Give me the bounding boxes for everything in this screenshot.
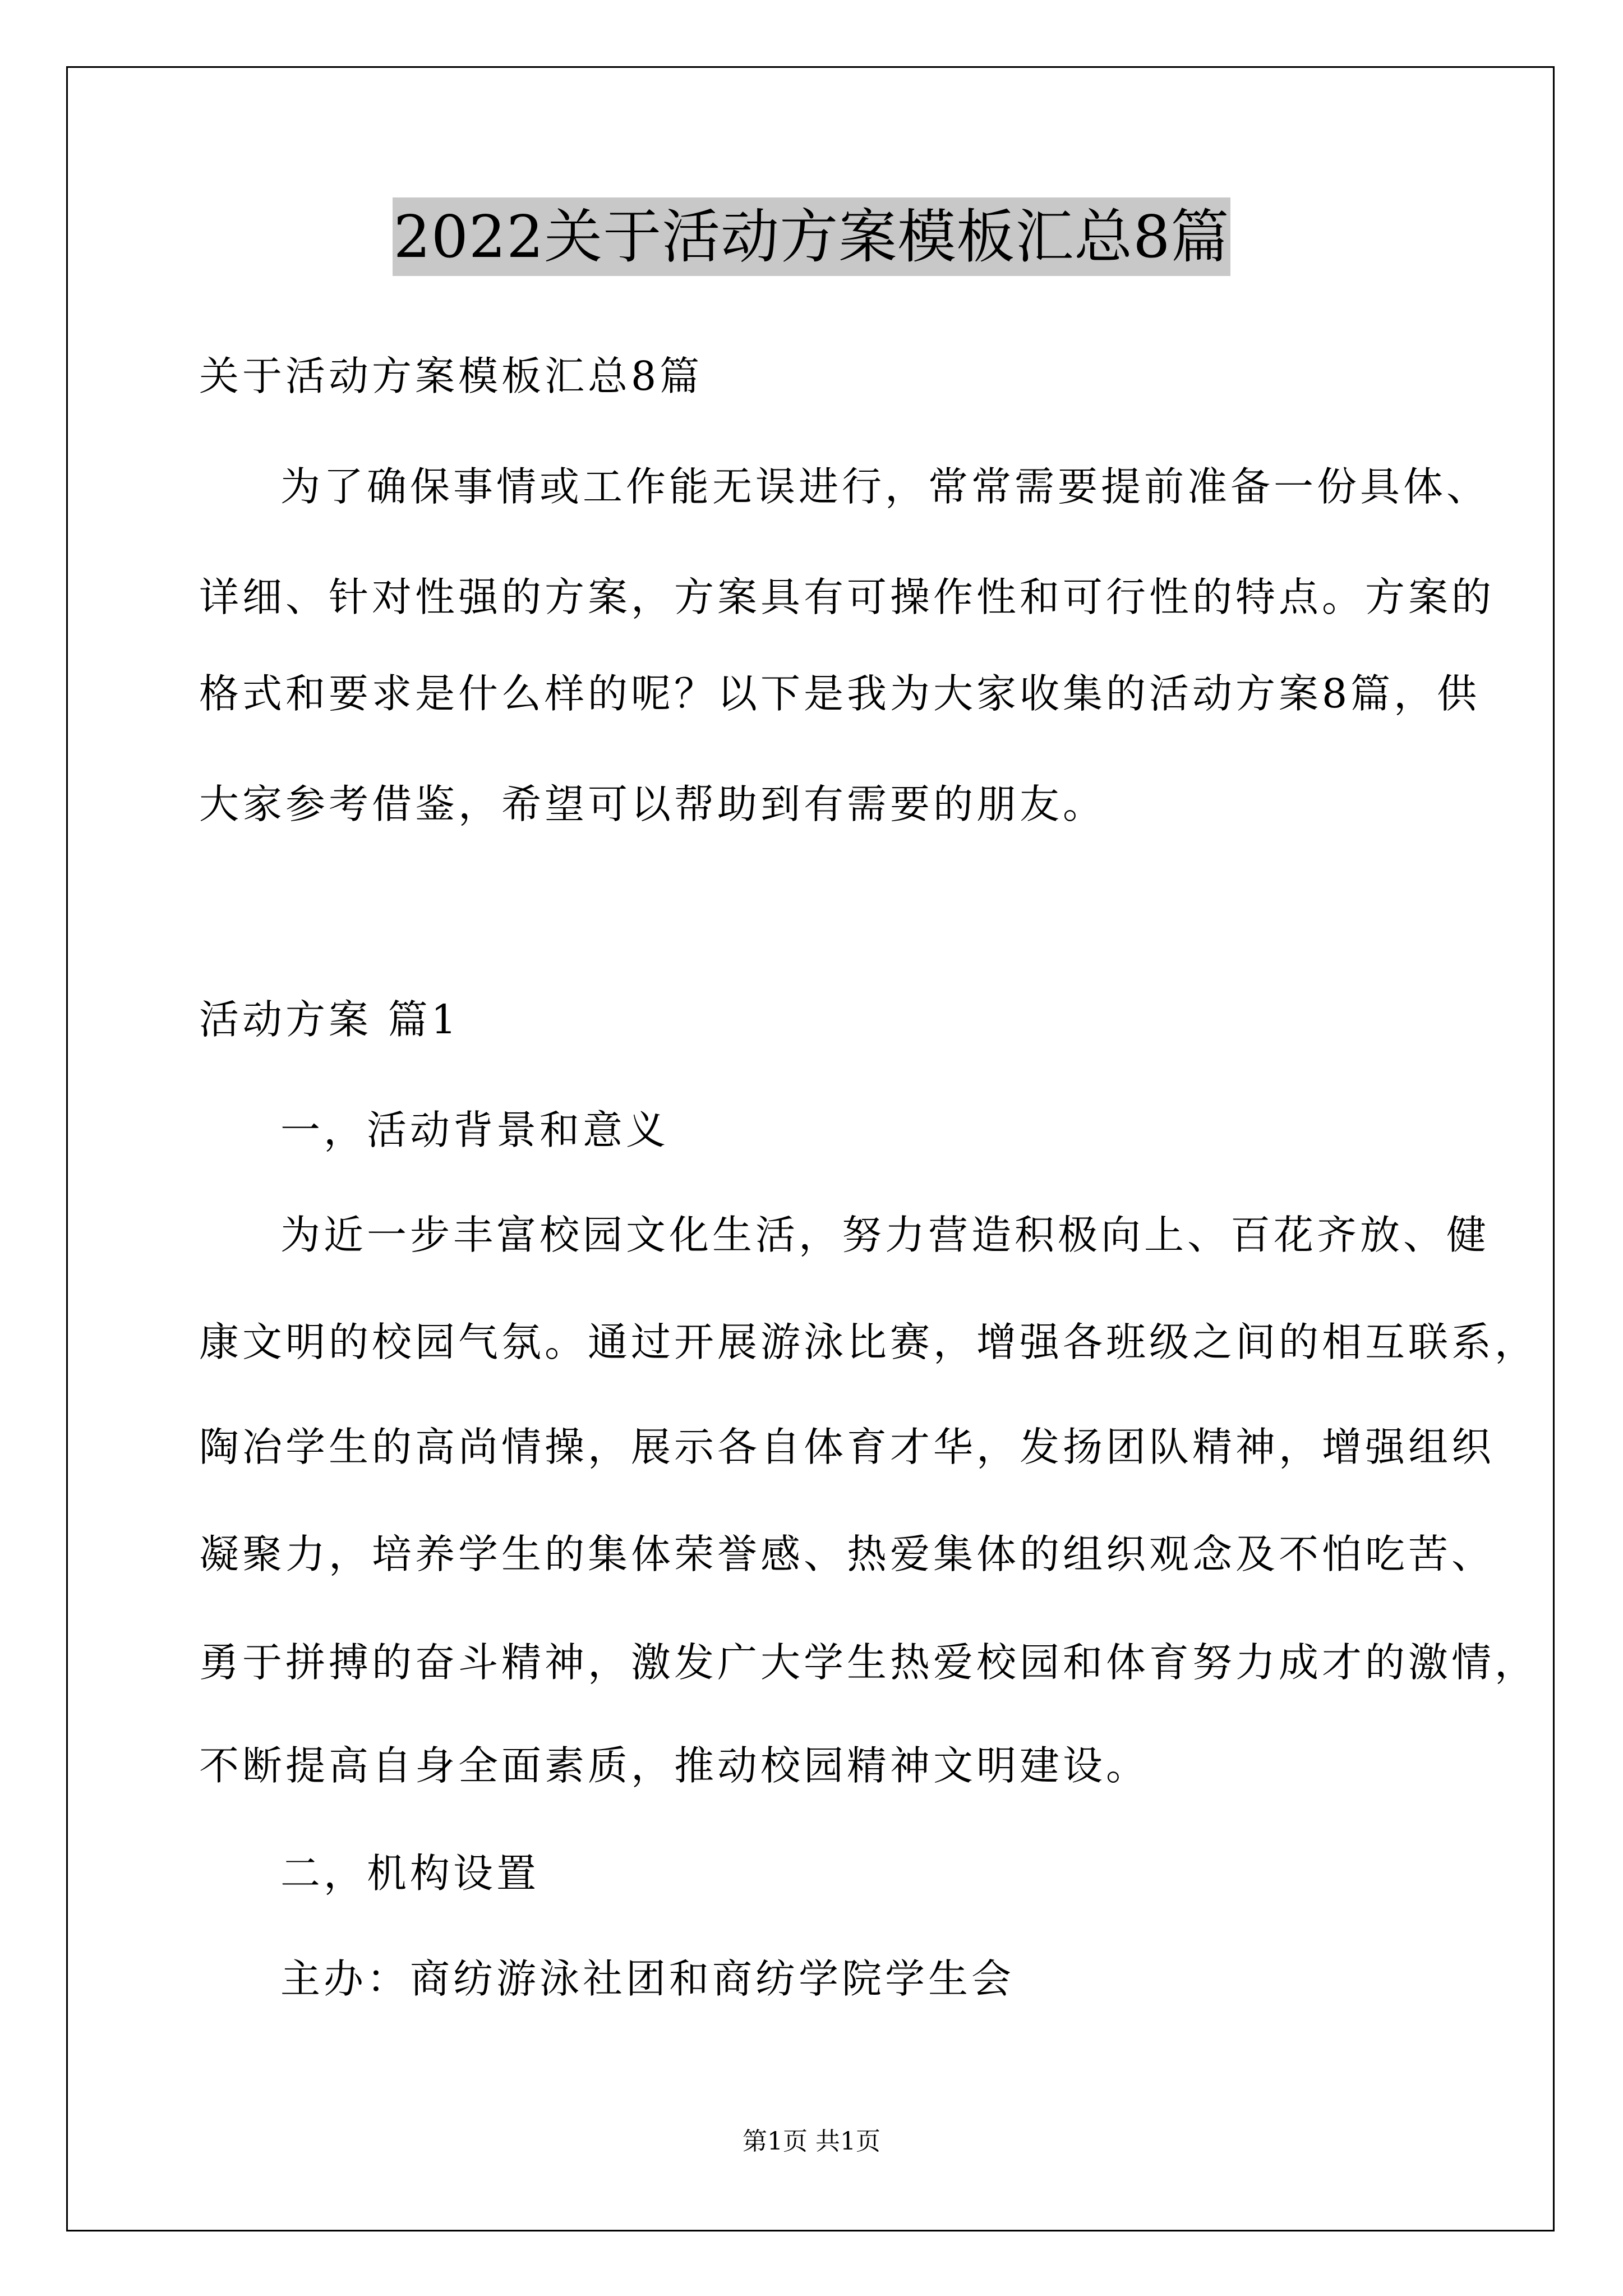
intro-line-3: 格式和要求是什么样的呢？以下是我为大家收集的活动方案8篇，供 <box>199 670 1481 717</box>
body-line-6: 不断提高自身全面素质，推动校园精神文明建设。 <box>199 1742 1150 1789</box>
intro-line-1: 为了确保事情或工作能无误进行，常常需要提前准备一份具体、 <box>280 463 1490 510</box>
page-footer: 第1页 共1页 <box>743 2127 880 2156</box>
body-line-2: 康文明的校园气氛。通过开展游泳比赛，增强各班级之间的相互联系， <box>199 1319 1538 1365</box>
section-heading: 活动方案 篇1 <box>199 996 460 1043</box>
body-line-3: 陶冶学生的高尚情操，展示各自体育才华，发扬团队精神，增强组织 <box>199 1424 1495 1470</box>
document-subtitle: 关于活动方案模板汇总8篇 <box>199 353 703 399</box>
heading-organization: 二，机构设置 <box>280 1850 540 1897</box>
organizer-line: 主办：商纺游泳社团和商纺学院学生会 <box>280 1955 1015 2002</box>
title-container <box>0 197 1623 276</box>
intro-line-2: 详细、针对性强的方案，方案具有可操作性和可行性的特点。方案的 <box>199 574 1495 620</box>
body-line-4: 凝聚力，培养学生的集体荣誉感、热爱集体的组织观念及不怕吃苦、 <box>199 1531 1495 1577</box>
heading-background: 一，活动背景和意义 <box>280 1107 670 1153</box>
body-line-5: 勇于拼搏的奋斗精神，激发广大学生热爱校园和体育努力成才的激情， <box>199 1639 1538 1686</box>
body-line-1: 为近一步丰富校园文化生活，努力营造积极向上、百花齐放、健 <box>280 1212 1490 1258</box>
document-title: 2022关于活动方案模板汇总8篇 <box>393 197 1231 276</box>
intro-line-4: 大家参考借鉴，希望可以帮助到有需要的朋友。 <box>199 781 1106 827</box>
